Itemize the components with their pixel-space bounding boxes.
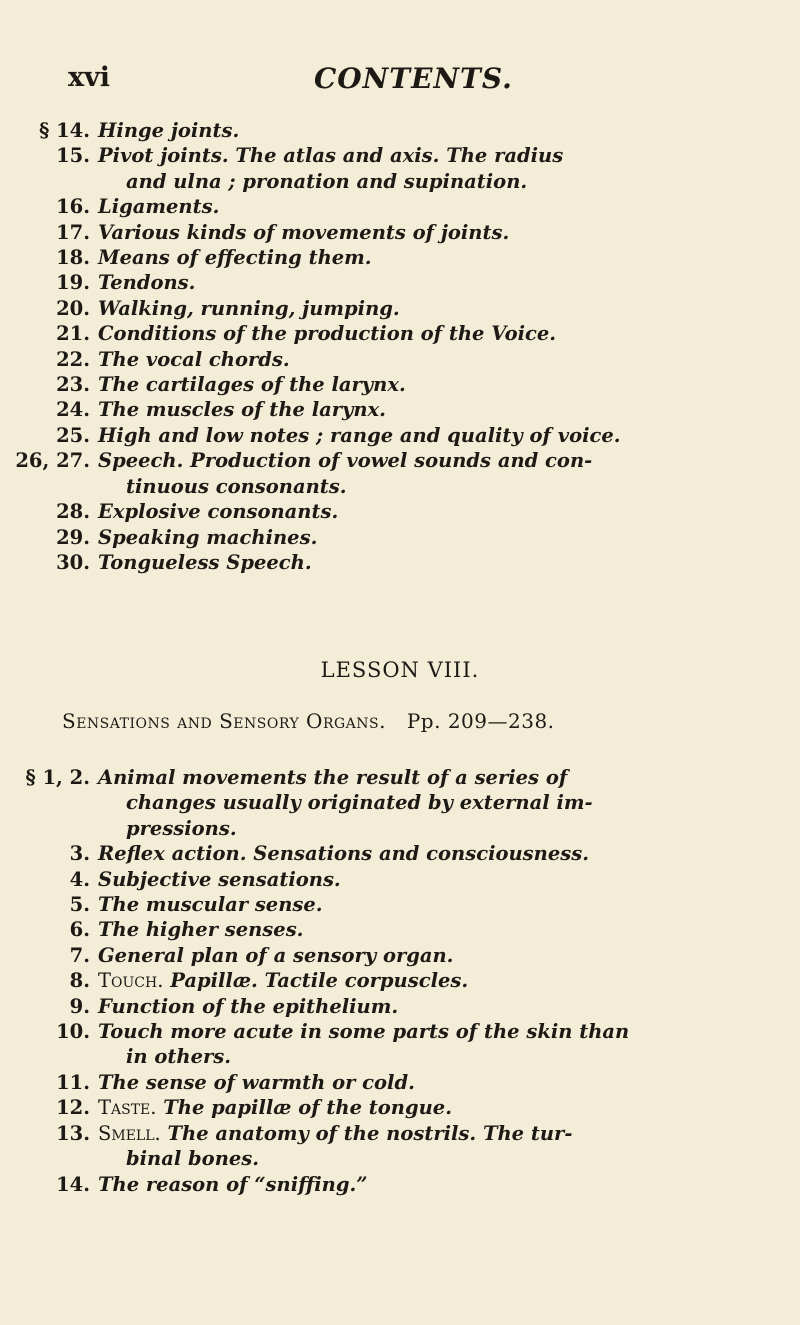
entry-line: Means of effecting them. [98,246,372,270]
entry-line: Ligaments. [98,195,220,219]
toc-entry [0,867,800,892]
entry-line: The vocal chords. [98,347,290,371]
toc-entry [0,143,800,194]
toc-entry [0,1019,800,1070]
entry-number: 23. [56,373,90,397]
entry-text [98,550,752,575]
entry-number: 14. [56,1172,90,1196]
toc-entry [0,943,800,968]
toc-entry [0,1121,800,1172]
entry-number: 7. [69,943,90,967]
toc-entry [0,118,800,143]
entry-number: 17. [56,220,90,244]
contents-list-lesson-viii [0,765,800,1197]
entry-line: Speaking machines. [98,525,318,549]
entry-text [98,423,752,448]
entry-line: Touch more acute in some parts of the skin than [98,1020,630,1044]
entry-line: tinuous consonants. [126,474,347,498]
entry-line: pressions. [126,816,237,840]
entry-number: 26, 27. [15,449,90,473]
entry-text [98,943,752,968]
entry-text [98,994,752,1019]
entry-line: The sense of warmth or cold. [98,1070,415,1094]
entry-number: 20. [56,296,90,320]
entry-number: 6. [69,918,90,942]
entry-line: Subjective sensations. [98,867,341,891]
toc-entry [0,917,800,942]
entry-number: 22. [56,347,90,371]
toc-entry [0,372,800,397]
entry-number: 25. [56,423,90,447]
entry-text [98,1019,752,1070]
entry-line: changes usually originated by external im- [126,791,593,815]
entry-line: Conditions of the production of the Voice. [98,322,557,346]
page-number: xvi [68,62,111,93]
entry-number: 13. [56,1121,90,1145]
section-title [62,709,555,733]
entry-text [98,397,752,422]
toc-entry [0,245,800,270]
entry-number: 30. [56,550,90,574]
entry-line: The reason of “sniffing.” [98,1172,368,1196]
entry-text [98,1172,752,1197]
toc-entry [0,194,800,219]
toc-entry [0,397,800,422]
entry-number: § 14. [39,119,90,142]
entry-text [98,1070,752,1095]
entry-number: 12. [56,1096,90,1120]
entry-line: binal bones. [126,1147,260,1171]
entry-number: 8. [69,969,90,993]
entry-text [98,118,752,143]
toc-entry [0,968,800,993]
contents-list-lesson-vii [0,118,800,575]
entry-line: The anatomy of the nostrils. The tur- [167,1121,573,1145]
entry-line: The higher senses. [98,918,304,942]
toc-entry [0,270,800,295]
entry-line: The papillæ of the tongue. [163,1096,452,1120]
entry-line: Function of the epithelium. [98,994,399,1018]
toc-entry [0,1095,800,1120]
entry-line: Tongueless Speech. [98,550,312,574]
entry-number: 10. [56,1020,90,1044]
entry-number: § 1, 2. [25,766,90,789]
entry-lead: Smell. [98,1121,161,1145]
entry-text [98,270,752,295]
entry-number: 15. [56,144,90,168]
entry-number: 24. [56,398,90,422]
entry-text [98,892,752,917]
entry-number: 11. [56,1070,90,1094]
entry-number: 9. [69,994,90,1018]
toc-entry [0,448,800,499]
entry-line: The muscles of the larynx. [98,398,386,422]
toc-entry [0,1070,800,1095]
toc-entry [0,296,800,321]
entry-number: 5. [69,893,90,917]
entry-line: Animal movements the result of a series of [98,766,568,789]
entry-lead: Touch. [98,969,164,993]
toc-entry [0,220,800,245]
entry-text [98,143,752,194]
entry-number: 28. [56,500,90,524]
toc-entry [0,423,800,448]
entry-line: General plan of a sensory organ. [98,943,454,967]
entry-line: Explosive consonants. [98,500,339,524]
entry-number: 16. [56,195,90,219]
entry-line: Hinge joints. [98,119,240,142]
toc-entry [0,841,800,866]
toc-entry [0,499,800,524]
entry-line: High and low notes ; range and quality of voice. [98,423,621,447]
toc-entry [0,1172,800,1197]
entry-text [98,525,752,550]
entry-line: Tendons. [98,271,196,295]
toc-entry [0,765,800,841]
entry-number: 19. [56,271,90,295]
entry-text [98,841,752,866]
entry-line: Various kinds of movements of joints. [98,220,510,244]
toc-entry [0,892,800,917]
section-name: Sensations and Sensory Organs. [62,709,386,733]
toc-entry [0,347,800,372]
entry-line: The muscular sense. [98,893,323,917]
entry-text [98,867,752,892]
entry-text [98,194,752,219]
entry-text [98,765,752,841]
lesson-heading: LESSON VIII. [320,658,480,682]
page-header [58,62,758,102]
entry-line: in others. [126,1045,232,1069]
entry-text [98,499,752,524]
entry-text [98,347,752,372]
entry-line: Speech. Production of vowel sounds and con- [98,449,593,473]
entry-number: 21. [56,322,90,346]
entry-line: Pivot joints. The atlas and axis. The radius [98,144,564,168]
entry-line: Reflex action. Sensations and consciousness. [98,842,589,866]
entry-text [98,372,752,397]
entry-line: Walking, running, jumping. [98,296,400,320]
entry-text [98,1095,752,1120]
entry-text [98,917,752,942]
entry-number: 18. [56,246,90,270]
entry-text [98,968,752,993]
entry-line: The cartilages of the larynx. [98,373,406,397]
entry-text [98,1121,752,1172]
entry-text [98,448,752,499]
entry-text [98,296,752,321]
toc-entry [0,321,800,346]
entry-text [98,245,752,270]
toc-entry [0,525,800,550]
toc-entry [0,994,800,1019]
entry-number: 3. [69,842,90,866]
toc-entry [0,550,800,575]
section-pages: Pp. 209—238. [406,709,555,733]
entry-line: Papillæ. Tactile corpuscles. [170,969,469,993]
entry-text [98,220,752,245]
running-head: CONTENTS. [314,62,513,95]
entry-line: and ulna ; pronation and supination. [126,169,528,193]
entry-number: 4. [69,867,90,891]
entry-number: 29. [56,525,90,549]
entry-lead: Taste. [98,1096,157,1120]
entry-text [98,321,752,346]
